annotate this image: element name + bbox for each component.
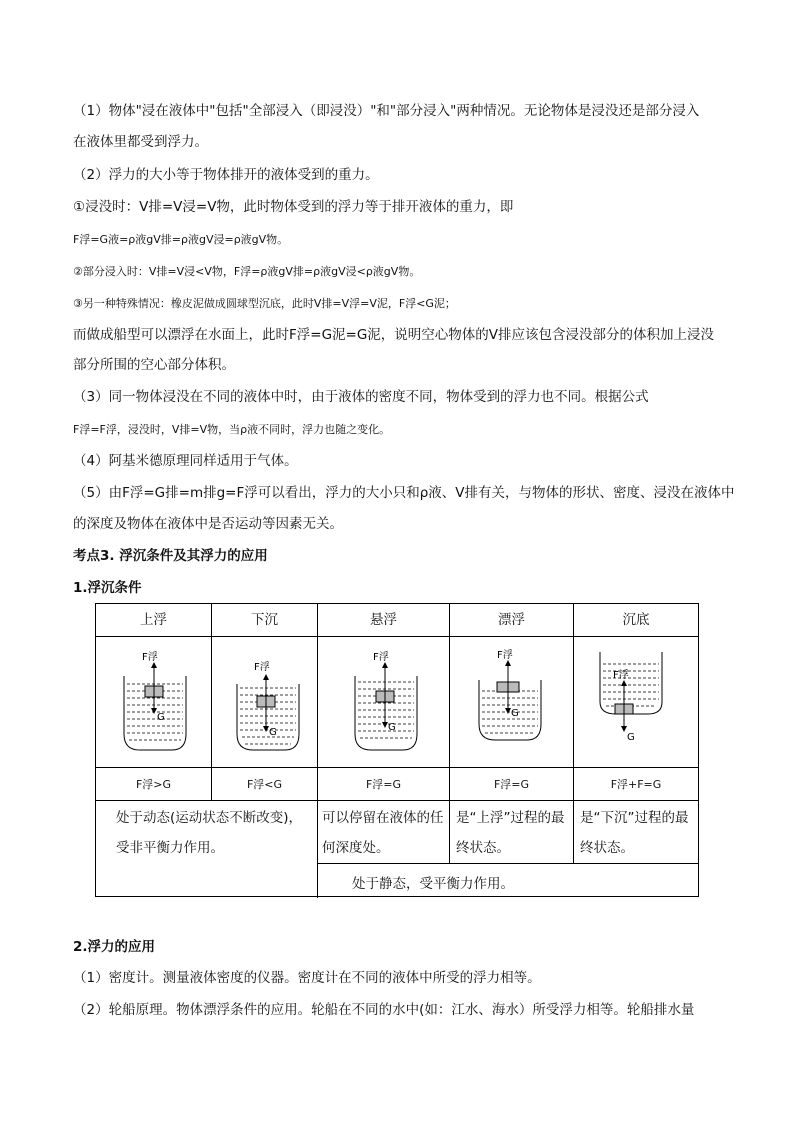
- paragraph-line-4: ①浸没时：V排=V浸=V物，此时物体受到的浮力等于排开液体的重力，即: [73, 199, 514, 215]
- paragraph-line-11: F浮=F浮，浸没时，V排=V物，当ρ液不同时，浮力也随之变化。: [73, 423, 391, 436]
- paragraph-line-2: 在液体里都受到浮力。: [73, 134, 208, 150]
- diagram-sink: [233, 656, 303, 760]
- svg-text:F浮: F浮: [373, 652, 389, 663]
- condition-bottom: F浮+F=G: [610, 778, 662, 791]
- paragraph-line-12: （4）阿基米德原理同样适用于气体。: [73, 453, 298, 469]
- desc-float: 是“上浮”过程的最终状态。: [456, 810, 565, 856]
- label-f-float: F浮: [142, 652, 158, 663]
- paragraph-line-7: ③另一种特殊情况：橡皮泥做成圆球型沉底，此时V排=V浮=V泥，F浮<G泥；: [73, 297, 456, 310]
- paragraph-line-3: （2）浮力的大小等于物体排开的液体受到的重力。: [73, 167, 379, 183]
- paragraph-line-10: （3）同一物体浸没在不同的液体中时，由于液体的密度不同，物体受到的浮力也不同。根据公式: [73, 389, 649, 405]
- svg-text:G: G: [511, 708, 519, 719]
- desc-static: 处于静态，受平衡力作用。: [352, 876, 514, 892]
- paragraph-line-6: ②部分浸入时：V排=V浸<V物，F浮=ρ液gV排=ρ液gV浸<ρ液gV物。: [73, 265, 421, 278]
- paragraph-line-1: （1）物体"浸在液体中"包括"全部浸入（即浸没）"和"部分浸入"两种情况。无论物体是浸没还是部分浸入: [73, 103, 700, 119]
- header-sink: 下沉: [251, 612, 278, 628]
- desc-bottom: 是“下沉”过程的最终状态。: [580, 810, 689, 856]
- paragraph-line-9: 部分所围的空心部分体积。: [73, 357, 235, 373]
- paragraph-line-13: （5）由F浮=G排=m排g=F浮可以看出，浮力的大小只和ρ液、V排有关，与物体的形状、密度、浸没在液体中: [73, 485, 735, 501]
- paragraph-line-8: 而做成船型可以漂浮在水面上，此时F浮=G泥=G泥，说明空心物体的V排应该包含浸没部分的体积加上浸没: [73, 327, 715, 343]
- header-suspend: 悬浮: [370, 612, 397, 628]
- float-conditions-table: [95, 603, 699, 897]
- svg-text:G: G: [627, 732, 635, 743]
- condition-sink: F浮<G: [246, 778, 283, 791]
- diagram-suspend: [351, 650, 421, 760]
- desc-suspend: 可以停留在液体的任何深度处。: [322, 810, 444, 856]
- section-heading: 考点3. 浮沉条件及其浮力的应用: [73, 548, 268, 564]
- svg-text:G: G: [388, 722, 396, 733]
- svg-text:F浮: F浮: [497, 650, 513, 661]
- condition-float: F浮=G: [493, 778, 530, 791]
- paragraph-line-5: F浮=G液=ρ液gV排=ρ液gV浸=ρ液gV物。: [73, 233, 289, 246]
- svg-text:G: G: [269, 727, 277, 738]
- application-line-1: （1）密度计。测量液体密度的仪器。密度计在不同的液体中所受的浮力相等。: [73, 970, 541, 986]
- sub-heading-float-conditions: 1.浮沉条件: [73, 580, 142, 596]
- header-rise: 上浮: [140, 612, 167, 628]
- diagram-float: [475, 646, 545, 746]
- svg-text:F浮: F浮: [613, 670, 629, 681]
- svg-text:G: G: [157, 712, 165, 723]
- application-line-2: （2）轮船原理。物体漂浮条件的应用。轮船在不同的水中(如：江水、海水）所受浮力相等。轮船排水量: [73, 1002, 695, 1018]
- header-bottom: 沉底: [622, 612, 650, 628]
- condition-suspend: F浮=G: [365, 778, 402, 791]
- desc-dynamic: 处于动态(运动状态不断改变)，受非平衡力作用。: [116, 810, 303, 856]
- condition-rise: F浮>G: [135, 778, 172, 791]
- svg-text:F浮: F浮: [254, 662, 270, 673]
- diagram-rise: [120, 646, 190, 758]
- diagram-bottom: [596, 648, 666, 748]
- sub-heading-applications: 2.浮力的应用: [73, 939, 156, 955]
- header-float: 漂浮: [498, 612, 525, 628]
- paragraph-line-14: 的深度及物体在液体中是否运动等因素无关。: [73, 516, 343, 532]
